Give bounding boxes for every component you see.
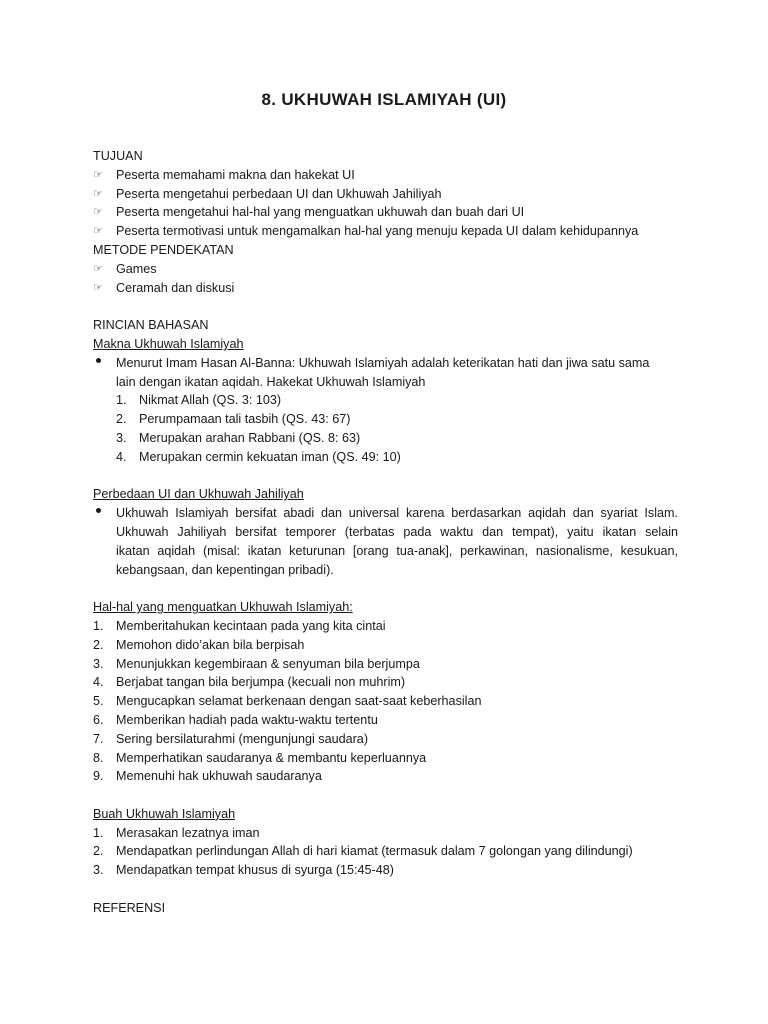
item-number: 8. [93,750,104,765]
tujuan-text: Peserta mengetahui perbedaan UI dan Ukhuwah Jahiliyah [116,186,442,201]
list-item [93,222,678,241]
list-item [93,617,678,636]
perbedaan-text-line: Ukhuwah Islamiyah bersifat abadi dan universal karena berdasarkan aqidah dan syariat Islam. [116,506,678,521]
subheading-perbedaan: Perbedaan UI dan Ukhuwah Jahiliyah [93,487,304,502]
item-number: 2. [93,844,104,859]
subheading-menguatkan: Hal-hal yang menguatkan Ukhuwah Islamiyah: [93,600,353,615]
item-number: 1. [93,825,104,840]
section-heading-referensi: REFERENSI [93,900,166,915]
subheading-makna: Makna Ukhuwah Islamiyah [93,336,244,351]
section-heading-tujuan: TUJUAN [93,149,143,163]
item-text: Mendapatkan perlindungan Allah di hari kiamat (termasuk dalam 7 golongan yang dilindungi) [116,844,633,859]
menguatkan-list [93,617,678,786]
item-text: Memberitahukan kecintaan pada yang kita cintai [116,618,386,633]
list-item [93,692,678,711]
section-heading-rincian: RINCIAN BAHASAN [93,318,209,333]
round-bullet-icon [96,358,101,363]
perbedaan-bullet [93,504,678,579]
item-text: Merupakan arahan Rabbani (QS. 8: 63) [139,430,361,445]
tujuan-text: Peserta mengetahui hal-hal yang menguatkan ukhuwah dan buah dari UI [116,205,525,220]
item-number: 1. [93,618,104,633]
metode-list [93,260,678,298]
item-number: 3. [93,656,104,671]
page-title: 8. UKHUWAH ISLAMIYAH (UI) [261,90,507,109]
list-item [116,410,678,429]
list-item [93,673,678,692]
item-text: Mendapatkan tempat khusus di syurga (15:45-48) [116,863,394,878]
item-text: Sering bersilaturahmi (mengunjungi saudara) [116,731,369,746]
item-number: 9. [93,769,104,784]
list-item [93,861,678,880]
metode-text: Ceramah dan diskusi [116,280,235,295]
item-text: Mengucapkan selamat berkenaan dengan saat-saat keberhasilan [116,694,482,709]
item-number: 4. [93,675,104,690]
list-item [93,203,678,222]
hand-pointer-icon: ☞ [93,262,103,275]
makna-bullet [93,354,678,392]
item-number: 4. [116,449,127,464]
section-heading-metode: METODE PENDEKATAN [93,242,234,257]
item-number: 7. [93,731,104,746]
document-body [93,147,678,918]
list-item [93,711,678,730]
item-text: Memenuhi hak ukhuwah saudaranya [116,769,322,784]
list-item [93,842,678,861]
makna-text-line: lain dengan ikatan aqidah. Hakekat Ukhuwah Islamiyah [116,374,426,389]
item-text: Merasakan lezatnya iman [116,825,260,840]
perbedaan-text-line: Ukhuwah Jahiliyah bersifat temporer (terbatas pada waktu dan tempat), yaitu ikatan selain [116,524,678,539]
round-bullet-icon [96,508,101,513]
list-item [93,824,678,843]
hand-pointer-icon: ☞ [93,225,103,238]
list-item [93,655,678,674]
makna-text-line: Menurut Imam Hasan Al-Banna: Ukhuwah Islamiyah adalah keterikatan hati dan jiwa satu sama [116,355,650,370]
item-text: Nikmat Allah (QS. 3: 103) [139,393,282,408]
item-text: Menunjukkan kegembiraan & senyuman bila berjumpa [116,656,420,671]
perbedaan-text-line: ikatan aqidah (misal: ikatan keturunan [orang tua-anak], perkawinan, nasionalisme, kesukuan, [116,543,678,558]
item-text: Merupakan cermin kekuatan iman (QS. 49: 10) [139,449,401,464]
hand-pointer-icon: ☞ [93,206,103,219]
item-text: Memberikan hadiah pada waktu-waktu tertentu [116,712,378,727]
hand-pointer-icon: ☞ [93,281,103,294]
list-item [116,429,678,448]
hand-pointer-icon: ☞ [93,168,103,181]
list-item [116,448,678,467]
item-text: Berjabat tangan bila berjumpa (kecuali non muhrim) [116,675,406,690]
buah-list [93,824,678,880]
item-number: 5. [93,694,104,709]
metode-text: Games [116,261,157,276]
item-number: 1. [116,393,127,408]
item-text: Perumpamaan tali tasbih (QS. 43: 67) [139,412,351,427]
item-number: 3. [116,430,127,445]
item-text: Memohon dido’akan bila berpisah [116,637,305,652]
list-item [93,260,678,279]
tujuan-text: Peserta memahami makna dan hakekat UI [116,167,355,182]
list-item [93,767,678,786]
item-number: 2. [116,412,127,427]
list-item [93,749,678,768]
tujuan-text: Peserta termotivasi untuk mengamalkan hal-hal yang menuju kepada UI dalam kehidupannya [116,224,639,239]
list-item [93,185,678,204]
hand-pointer-icon: ☞ [93,187,103,200]
list-item [93,166,678,185]
tujuan-list [93,166,678,241]
list-item [93,279,678,298]
subheading-buah: Buah Ukhuwah Islamiyah [93,806,236,821]
list-item [93,730,678,749]
item-text: Memperhatikan saudaranya & membantu keperluannya [116,750,427,765]
item-number: 2. [93,637,104,652]
makna-sub-list [93,391,678,466]
item-number: 6. [93,712,104,727]
perbedaan-text-line: kebangsaan, dan kepentingan pribadi). [116,562,334,577]
list-item [93,636,678,655]
item-number: 3. [93,863,104,878]
list-item [116,391,678,410]
